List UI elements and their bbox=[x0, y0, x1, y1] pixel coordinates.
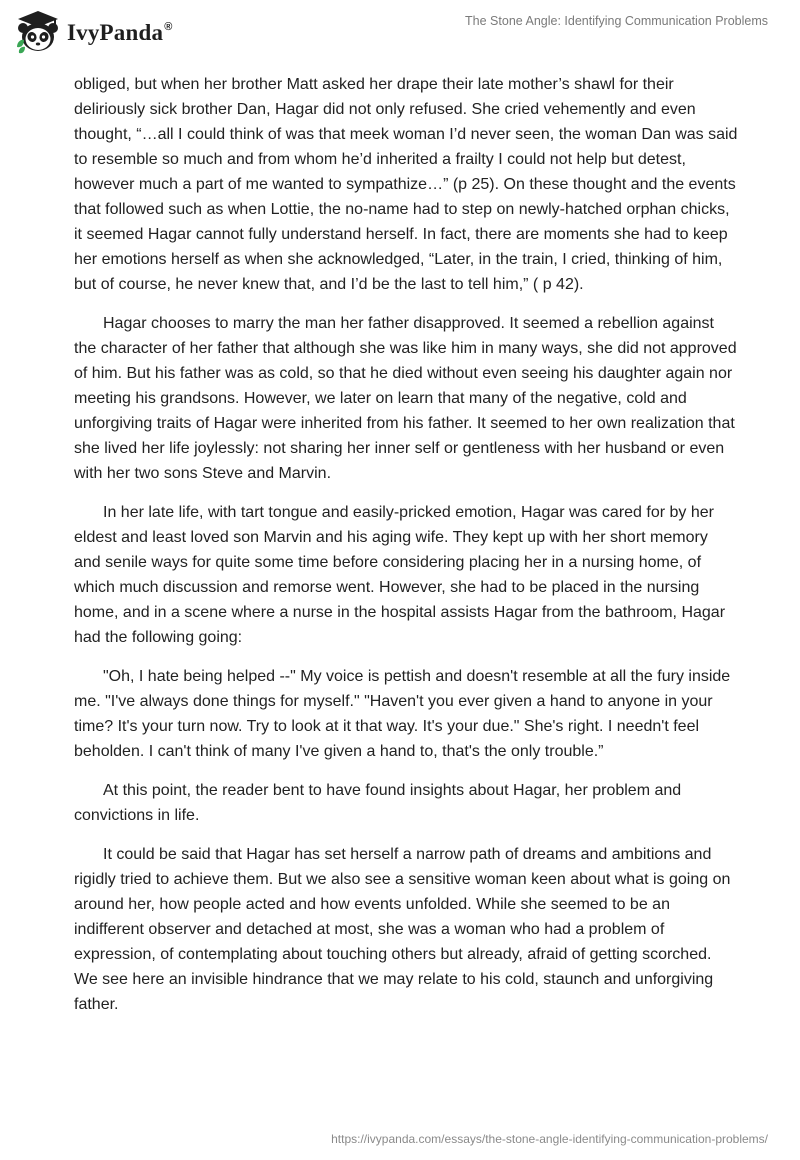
essay-body bbox=[74, 72, 738, 1031]
ivypanda-logo[interactable] bbox=[14, 9, 173, 55]
registered-mark: ® bbox=[164, 21, 173, 33]
paragraph: In her late life, with tart tongue and easily-pricked emotion, Hagar was cared for by her eldest and least loved son Marvin and his aging wife. They kept up with her short memory and senile ways for quite some time before considering placing her in a nursing home, of which much discussion and remorse went. However, she had to be placed in the nursing home, and in a scene where a nurse in the hospital assists Hagar from the bathroom, Hagar had the following going: bbox=[74, 504, 726, 646]
panda-graduate-icon bbox=[14, 9, 62, 55]
brand-name bbox=[67, 20, 173, 46]
brand-label: IvyPanda bbox=[67, 20, 164, 45]
paragraph: Hagar chooses to marry the man her father disapproved. It seemed a rebellion against the character of her father that although she was like him in many ways, she did not approved of him. But his father was as cold, so that he died without even seeing his daughter again nor meeting his grandsons. However, we later on learn that many of the negative, cold and unforgiving traits of Hagar were inherited from his father. It seemed to her own realization that she lived her life joylessly: not sharing her inner self or gentleness with her husband or even with her two sons Steve and Marvin. bbox=[74, 315, 737, 482]
paragraph: At this point, the reader bent to have found insights about Hagar, her problem and convictions in life. bbox=[74, 782, 682, 824]
document-title: The Stone Angle: Identifying Communication Problems bbox=[465, 14, 768, 28]
paragraph: It could be said that Hagar has set herself a narrow path of dreams and ambitions and rigidly tried to achieve them. But we also see a sensitive woman keen about what is going on around her, how people acted and how events unfolded. While she seemed to be an indifferent observer and detached at most, she was a woman who had a problem of expression, of contemplating about touching others but already, afraid of getting scorched. We see here an invisible hindrance that we may relate to his cold, staunch and unforgiving father. bbox=[74, 846, 731, 1013]
block-quote-paragraph: "Oh, I hate being helped --" My voice is pettish and doesn't resemble at all the fury inside me. "I've always done things for myself." "Haven't you ever given a hand to anyone in your time? It's your turn now. Try to look at it that way. It's your due." She's right. I needn't feel beholden. I can't think of many I've given a hand to, that's the only trouble.” bbox=[74, 668, 731, 760]
page-header bbox=[0, 0, 800, 64]
paragraph: obliged, but when her brother Matt asked her drape their late mother’s shawl for their deliriously sick brother Dan, Hagar did not only refused. She cried vehemently and even thought, “…all I could think of was that meek woman I’d never seen, the woman Dan was said to resemble so much and from whom he’d inherited a frailty I could not help but detest, however much a part of me wanted to sympathize…” (p 25). On these thought and the events that followed such as when Lottie, the no-name had to step on newly-hatched orphan chicks, it seemed Hagar cannot fully understand herself. In fact, there are moments she had to keep her emotions herself as when she acknowledged, “Later, in the train, I cried, thinking of him, but of course, he never knew that, and I’d be the last to tell him,” ( p 42). bbox=[74, 76, 738, 293]
source-url-link[interactable]: https://ivypanda.com/essays/the-stone-angle-identifying-communication-problems/ bbox=[331, 1132, 768, 1146]
